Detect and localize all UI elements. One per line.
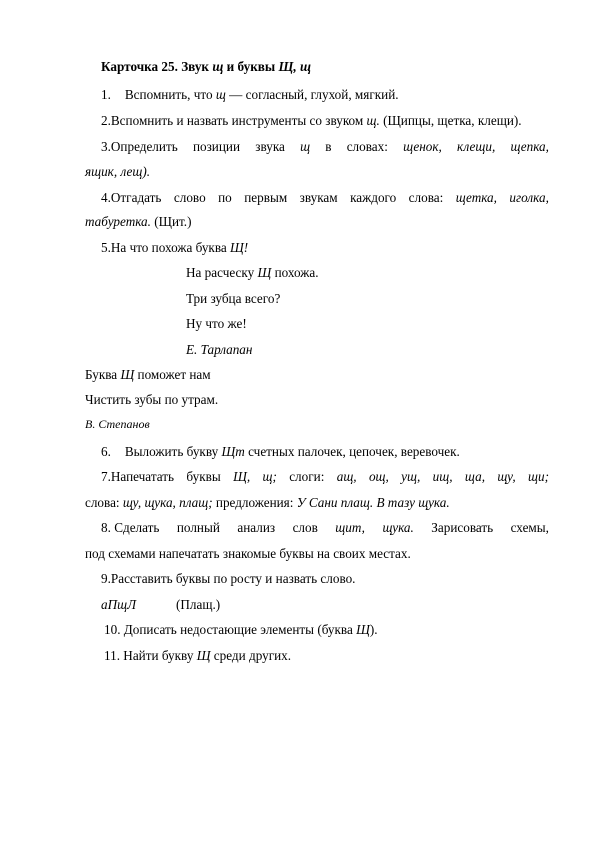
task-item-1: 1. Вспомнить, что щ — согласный, глухой, мягкий. (101, 87, 399, 102)
card-title: Карточка 25. Звук щ и буквы Щ, щ (101, 59, 311, 74)
poem2-line1: Буква Щ поможет нам (85, 367, 211, 382)
task-item-5: 5.На что похожа буква Щ! (101, 240, 249, 255)
poem1-line2: Три зубца всего? (186, 291, 281, 306)
task-item-3-line1: 3.Определить позиции звука щ в словах: щенок, клещи, щепка, (101, 139, 549, 154)
task-item-3-line2: ящик, лещ). (85, 164, 151, 179)
letter-puzzle: аПщЛ (101, 597, 137, 612)
task-item-4-line1: 4.Отгадать слово по первым звукам каждого слова: щетка, иголка, (101, 190, 549, 205)
task-item-2: 2.Вспомнить и назвать инструменты со звуком щ. (Щипцы, щетка, клещи). (101, 113, 522, 128)
task-item-7-line2: слова: щу, щука, плащ; предложения: У Сани плащ. В тазу щука. (85, 495, 450, 510)
task-item-7-line1: 7.Напечатать буквы Щ, щ; слоги: ащ, ощ, ущ, ищ, ща, щу, щи; (101, 469, 549, 484)
poem1-line1: На расческу Щ похожа. (186, 265, 319, 280)
poem1-author: Е. Тарлапан (186, 342, 253, 357)
task-item-9: 9.Расставить буквы по росту и назвать слово. (101, 571, 356, 586)
puzzle-answer: (Плащ.) (176, 597, 221, 612)
poem2-line2: Чистить зубы по утрам. (85, 392, 219, 407)
task-item-8-line1: 8. Сделать полный анализ слов щит, щука. Зарисовать схемы, (101, 520, 549, 535)
task-item-4-line2: табуретка. (Щит.) (85, 214, 192, 229)
task-item-10: 10. Дописать недостающие элементы (буква Щ). (104, 622, 378, 637)
task-item-8-line2: под схемами напечатать знакомые буквы на своих местах. (85, 546, 411, 561)
task-item-11: 11. Найти букву Щ среди других. (104, 648, 292, 663)
task-item-6: 6. Выложить букву Щт счетных палочек, цепочек, веревочек. (101, 444, 460, 459)
poem1-line3: Ну что же! (186, 316, 247, 331)
poem2-author: В. Степанов (85, 417, 150, 431)
